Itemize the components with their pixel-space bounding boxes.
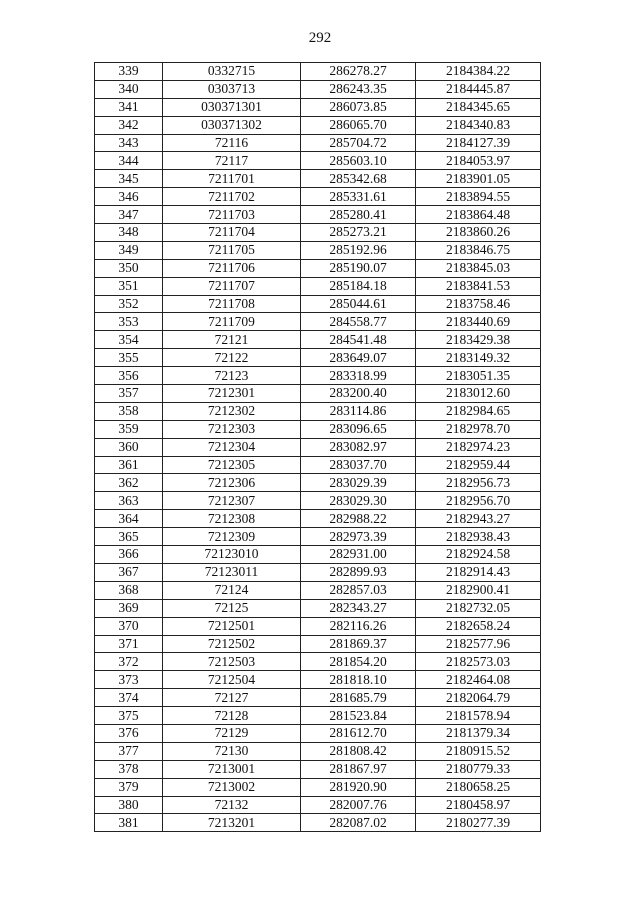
- y-coordinate-cell: 2183894.55: [416, 188, 541, 206]
- table-row: [95, 206, 541, 224]
- table-row: [95, 295, 541, 313]
- y-coordinate-cell: 2183051.35: [416, 367, 541, 385]
- x-coordinate-cell: 285190.07: [301, 259, 416, 277]
- point-id-cell: 7212304: [163, 438, 301, 456]
- point-id-cell: 7212501: [163, 617, 301, 635]
- y-coordinate-cell: 2182956.70: [416, 492, 541, 510]
- point-id-cell: 7211701: [163, 170, 301, 188]
- y-coordinate-cell: 2182984.65: [416, 402, 541, 420]
- row-number-cell: 371: [95, 635, 163, 653]
- x-coordinate-cell: 281867.97: [301, 760, 416, 778]
- point-id-cell: 7212502: [163, 635, 301, 653]
- y-coordinate-cell: 2184127.39: [416, 134, 541, 152]
- row-number-cell: 362: [95, 474, 163, 492]
- x-coordinate-cell: 285044.61: [301, 295, 416, 313]
- y-coordinate-cell: 2183901.05: [416, 170, 541, 188]
- y-coordinate-cell: 2182938.43: [416, 528, 541, 546]
- y-coordinate-cell: 2182978.70: [416, 420, 541, 438]
- x-coordinate-cell: 281869.37: [301, 635, 416, 653]
- row-number-cell: 366: [95, 546, 163, 564]
- x-coordinate-cell: 283029.30: [301, 492, 416, 510]
- row-number-cell: 351: [95, 277, 163, 295]
- y-coordinate-cell: 2182956.73: [416, 474, 541, 492]
- x-coordinate-cell: 282116.26: [301, 617, 416, 635]
- y-coordinate-cell: 2182577.96: [416, 635, 541, 653]
- row-number-cell: 339: [95, 63, 163, 81]
- point-id-cell: 7211706: [163, 259, 301, 277]
- row-number-cell: 357: [95, 385, 163, 403]
- row-number-cell: 358: [95, 402, 163, 420]
- table-row: [95, 224, 541, 242]
- row-number-cell: 355: [95, 349, 163, 367]
- x-coordinate-cell: 283649.07: [301, 349, 416, 367]
- table-row: [95, 492, 541, 510]
- y-coordinate-cell: 2182974.23: [416, 438, 541, 456]
- table-row: [95, 510, 541, 528]
- y-coordinate-cell: 2182064.79: [416, 689, 541, 707]
- x-coordinate-cell: 282343.27: [301, 599, 416, 617]
- point-id-cell: 72123011: [163, 563, 301, 581]
- x-coordinate-cell: 285273.21: [301, 224, 416, 242]
- row-number-cell: 341: [95, 98, 163, 116]
- y-coordinate-cell: 2180779.33: [416, 760, 541, 778]
- x-coordinate-cell: 283037.70: [301, 456, 416, 474]
- table-row: [95, 528, 541, 546]
- x-coordinate-cell: 285192.96: [301, 241, 416, 259]
- coordinates-table-body: [95, 63, 541, 832]
- x-coordinate-cell: 283200.40: [301, 385, 416, 403]
- row-number-cell: 379: [95, 778, 163, 796]
- row-number-cell: 367: [95, 563, 163, 581]
- y-coordinate-cell: 2182914.43: [416, 563, 541, 581]
- x-coordinate-cell: 283318.99: [301, 367, 416, 385]
- x-coordinate-cell: 285184.18: [301, 277, 416, 295]
- point-id-cell: 7212309: [163, 528, 301, 546]
- table-row: [95, 98, 541, 116]
- x-coordinate-cell: 283114.86: [301, 402, 416, 420]
- row-number-cell: 346: [95, 188, 163, 206]
- y-coordinate-cell: 2182464.08: [416, 671, 541, 689]
- table-row: [95, 599, 541, 617]
- table-row: [95, 814, 541, 832]
- coordinates-table: [94, 62, 541, 832]
- point-id-cell: 7211702: [163, 188, 301, 206]
- x-coordinate-cell: 283096.65: [301, 420, 416, 438]
- y-coordinate-cell: 2180277.39: [416, 814, 541, 832]
- table-row: [95, 581, 541, 599]
- page-number: 292: [308, 30, 332, 46]
- y-coordinate-cell: 2182732.05: [416, 599, 541, 617]
- x-coordinate-cell: 282988.22: [301, 510, 416, 528]
- point-id-cell: 72116: [163, 134, 301, 152]
- point-id-cell: 72117: [163, 152, 301, 170]
- row-number-cell: 352: [95, 295, 163, 313]
- x-coordinate-cell: 285342.68: [301, 170, 416, 188]
- x-coordinate-cell: 283082.97: [301, 438, 416, 456]
- point-id-cell: 72127: [163, 689, 301, 707]
- table-row: [95, 402, 541, 420]
- table-row: [95, 689, 541, 707]
- row-number-cell: 347: [95, 206, 163, 224]
- point-id-cell: 72122: [163, 349, 301, 367]
- point-id-cell: 72132: [163, 796, 301, 814]
- table-row: [95, 563, 541, 581]
- table-row: [95, 116, 541, 134]
- point-id-cell: 7211703: [163, 206, 301, 224]
- x-coordinate-cell: 281818.10: [301, 671, 416, 689]
- y-coordinate-cell: 2182943.27: [416, 510, 541, 528]
- table-row: [95, 277, 541, 295]
- row-number-cell: 340: [95, 80, 163, 98]
- x-coordinate-cell: 281854.20: [301, 653, 416, 671]
- x-coordinate-cell: 281523.84: [301, 707, 416, 725]
- row-number-cell: 373: [95, 671, 163, 689]
- row-number-cell: 370: [95, 617, 163, 635]
- row-number-cell: 342: [95, 116, 163, 134]
- y-coordinate-cell: 2183758.46: [416, 295, 541, 313]
- point-id-cell: 7212306: [163, 474, 301, 492]
- point-id-cell: 7213002: [163, 778, 301, 796]
- row-number-cell: 361: [95, 456, 163, 474]
- point-id-cell: 72121: [163, 331, 301, 349]
- x-coordinate-cell: 285704.72: [301, 134, 416, 152]
- row-number-cell: 378: [95, 760, 163, 778]
- y-coordinate-cell: 2183429.38: [416, 331, 541, 349]
- point-id-cell: 7211704: [163, 224, 301, 242]
- point-id-cell: 72123010: [163, 546, 301, 564]
- x-coordinate-cell: 282899.93: [301, 563, 416, 581]
- y-coordinate-cell: 2184445.87: [416, 80, 541, 98]
- point-id-cell: 7213201: [163, 814, 301, 832]
- table-row: [95, 653, 541, 671]
- y-coordinate-cell: 2182900.41: [416, 581, 541, 599]
- row-number-cell: 353: [95, 313, 163, 331]
- x-coordinate-cell: 282931.00: [301, 546, 416, 564]
- x-coordinate-cell: 282857.03: [301, 581, 416, 599]
- table-row: [95, 671, 541, 689]
- point-id-cell: 7211707: [163, 277, 301, 295]
- table-row: [95, 80, 541, 98]
- table-row: [95, 546, 541, 564]
- table-row: [95, 796, 541, 814]
- row-number-cell: 368: [95, 581, 163, 599]
- table-row: [95, 742, 541, 760]
- point-id-cell: 7212301: [163, 385, 301, 403]
- point-id-cell: 72125: [163, 599, 301, 617]
- table-row: [95, 778, 541, 796]
- y-coordinate-cell: 2182924.58: [416, 546, 541, 564]
- point-id-cell: 72123: [163, 367, 301, 385]
- y-coordinate-cell: 2184345.65: [416, 98, 541, 116]
- table-row: [95, 134, 541, 152]
- point-id-cell: 7212504: [163, 671, 301, 689]
- x-coordinate-cell: 286065.70: [301, 116, 416, 134]
- point-id-cell: 72129: [163, 724, 301, 742]
- x-coordinate-cell: 284558.77: [301, 313, 416, 331]
- y-coordinate-cell: 2183860.26: [416, 224, 541, 242]
- table-row: [95, 188, 541, 206]
- x-coordinate-cell: 285280.41: [301, 206, 416, 224]
- point-id-cell: 72124: [163, 581, 301, 599]
- table-row: [95, 259, 541, 277]
- point-id-cell: 7212503: [163, 653, 301, 671]
- table-row: [95, 420, 541, 438]
- y-coordinate-cell: 2183012.60: [416, 385, 541, 403]
- x-coordinate-cell: 281612.70: [301, 724, 416, 742]
- point-id-cell: 7211705: [163, 241, 301, 259]
- y-coordinate-cell: 2182573.03: [416, 653, 541, 671]
- row-number-cell: 369: [95, 599, 163, 617]
- y-coordinate-cell: 2181379.34: [416, 724, 541, 742]
- x-coordinate-cell: 283029.39: [301, 474, 416, 492]
- point-id-cell: 030371302: [163, 116, 301, 134]
- table-row: [95, 367, 541, 385]
- x-coordinate-cell: 284541.48: [301, 331, 416, 349]
- row-number-cell: 364: [95, 510, 163, 528]
- x-coordinate-cell: 286243.35: [301, 80, 416, 98]
- point-id-cell: 72130: [163, 742, 301, 760]
- point-id-cell: 7211708: [163, 295, 301, 313]
- x-coordinate-cell: 286278.27: [301, 63, 416, 81]
- y-coordinate-cell: 2180915.52: [416, 742, 541, 760]
- table-row: [95, 170, 541, 188]
- row-number-cell: 374: [95, 689, 163, 707]
- table-row: [95, 760, 541, 778]
- point-id-cell: 7212305: [163, 456, 301, 474]
- table-row: [95, 635, 541, 653]
- x-coordinate-cell: 285603.10: [301, 152, 416, 170]
- point-id-cell: 7212303: [163, 420, 301, 438]
- table-row: [95, 152, 541, 170]
- table-row: [95, 456, 541, 474]
- row-number-cell: 375: [95, 707, 163, 725]
- y-coordinate-cell: 2184053.97: [416, 152, 541, 170]
- row-number-cell: 377: [95, 742, 163, 760]
- x-coordinate-cell: 286073.85: [301, 98, 416, 116]
- point-id-cell: 72128: [163, 707, 301, 725]
- row-number-cell: 345: [95, 170, 163, 188]
- x-coordinate-cell: 281808.42: [301, 742, 416, 760]
- table-row: [95, 385, 541, 403]
- y-coordinate-cell: 2180458.97: [416, 796, 541, 814]
- table-row: [95, 724, 541, 742]
- row-number-cell: 360: [95, 438, 163, 456]
- table-row: [95, 349, 541, 367]
- point-id-cell: 7212308: [163, 510, 301, 528]
- row-number-cell: 372: [95, 653, 163, 671]
- y-coordinate-cell: 2182658.24: [416, 617, 541, 635]
- row-number-cell: 381: [95, 814, 163, 832]
- row-number-cell: 354: [95, 331, 163, 349]
- table-row: [95, 313, 541, 331]
- point-id-cell: 7212302: [163, 402, 301, 420]
- table-row: [95, 707, 541, 725]
- y-coordinate-cell: 2183149.32: [416, 349, 541, 367]
- row-number-cell: 348: [95, 224, 163, 242]
- y-coordinate-cell: 2184340.83: [416, 116, 541, 134]
- row-number-cell: 365: [95, 528, 163, 546]
- row-number-cell: 359: [95, 420, 163, 438]
- row-number-cell: 344: [95, 152, 163, 170]
- x-coordinate-cell: 285331.61: [301, 188, 416, 206]
- x-coordinate-cell: 281685.79: [301, 689, 416, 707]
- point-id-cell: 0303713: [163, 80, 301, 98]
- x-coordinate-cell: 282007.76: [301, 796, 416, 814]
- point-id-cell: 0332715: [163, 63, 301, 81]
- row-number-cell: 363: [95, 492, 163, 510]
- row-number-cell: 350: [95, 259, 163, 277]
- y-coordinate-cell: 2184384.22: [416, 63, 541, 81]
- table-row: [95, 331, 541, 349]
- table-row: [95, 438, 541, 456]
- point-id-cell: 7211709: [163, 313, 301, 331]
- y-coordinate-cell: 2183864.48: [416, 206, 541, 224]
- table-row: [95, 617, 541, 635]
- table-row: [95, 63, 541, 81]
- y-coordinate-cell: 2183841.53: [416, 277, 541, 295]
- table-row: [95, 474, 541, 492]
- y-coordinate-cell: 2182959.44: [416, 456, 541, 474]
- y-coordinate-cell: 2183846.75: [416, 241, 541, 259]
- point-id-cell: 030371301: [163, 98, 301, 116]
- row-number-cell: 343: [95, 134, 163, 152]
- row-number-cell: 349: [95, 241, 163, 259]
- x-coordinate-cell: 282087.02: [301, 814, 416, 832]
- point-id-cell: 7213001: [163, 760, 301, 778]
- y-coordinate-cell: 2180658.25: [416, 778, 541, 796]
- x-coordinate-cell: 282973.39: [301, 528, 416, 546]
- row-number-cell: 376: [95, 724, 163, 742]
- y-coordinate-cell: 2183845.03: [416, 259, 541, 277]
- x-coordinate-cell: 281920.90: [301, 778, 416, 796]
- row-number-cell: 356: [95, 367, 163, 385]
- row-number-cell: 380: [95, 796, 163, 814]
- point-id-cell: 7212307: [163, 492, 301, 510]
- table-row: [95, 241, 541, 259]
- y-coordinate-cell: 2181578.94: [416, 707, 541, 725]
- y-coordinate-cell: 2183440.69: [416, 313, 541, 331]
